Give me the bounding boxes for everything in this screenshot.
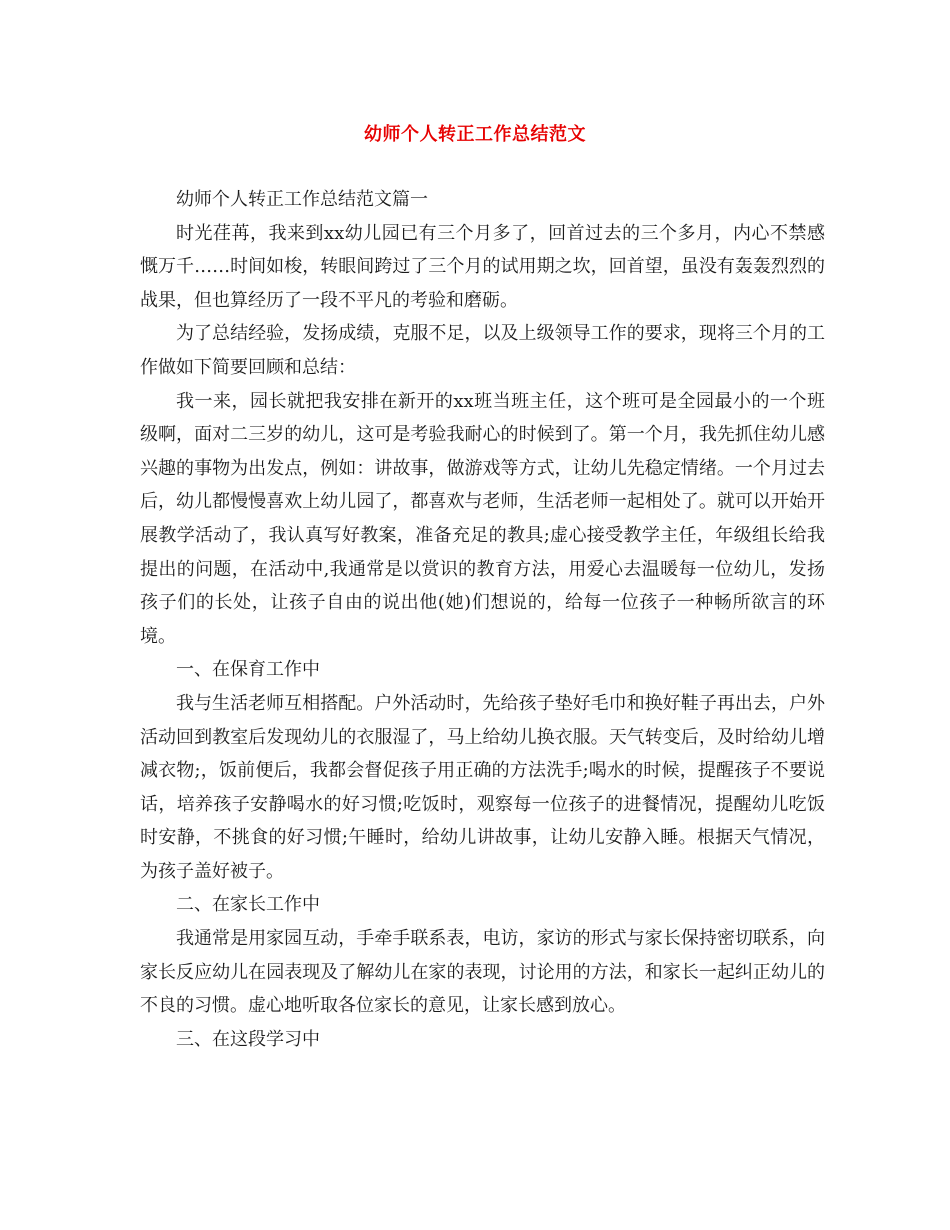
section-heading-study: 三、在这段学习中 [176, 1028, 320, 1050]
document-title: 幼师个人转正工作总结范文 [364, 124, 586, 145]
paragraph: 为了总结经验，发扬成绩，克服不足，以及上级领导工作的要求，现将三个月的工作做如下简要回顾和总结： [140, 323, 825, 378]
section-heading-childcare: 一、在保育工作中 [176, 659, 320, 681]
section-heading-parents: 二、在家长工作中 [176, 894, 320, 916]
paragraph: 时光荏苒，我来到xx幼儿园已有三个月多了，回首过去的三个多月，内心不禁感慨万千……时间如梭，转眼间跨过了三个月的试用期之坎，回首望，虽没有轰轰烈烈的战果，但也算经历了一段不平凡的考验和磨砺。 [140, 222, 825, 311]
paragraph: 我与生活老师互相搭配。户外活动时，先给孩子垫好毛巾和换好鞋子再出去，户外活动回到教室后发现幼儿的衣服湿了，马上给幼儿换衣服。天气转变后，及时给幼儿增减衣物;，饭前便后，我都会督促孩子用正确的方法洗手;喝水的时候，提醒孩子不要说话，培养孩子安静喝水的好习惯;吃饭时，观察每一位孩子的进餐情况，提醒幼儿吃饭时安静，不挑食的好习惯;午睡时，给幼儿讲故事，让幼儿安静入睡。根据天气情况，为孩子盖好被子。 [140, 692, 825, 882]
document-body [140, 183, 825, 1056]
section-heading-part-one: 幼师个人转正工作总结范文篇一 [176, 189, 428, 210]
paragraph: 我通常是用家园互动，手牵手联系表，电访，家访的形式与家长保持密切联系，向家长反应幼儿在园表现及了解幼儿在家的表现，讨论用的方法，和家长一起纠正幼儿的不良的习惯。虚心地听取各位家长的意见，让家长感到放心。 [140, 928, 825, 1017]
paragraph: 我一来，园长就把我安排在新开的xx班当班主任，这个班可是全园最小的一个班级啊，面对二三岁的幼儿，这可是考验我耐心的时候到了。第一个月，我先抓住幼儿感兴趣的事物为出发点，例如：讲故事，做游戏等方式，让幼儿先稳定情绪。一个月过去后，幼儿都慢慢喜欢上幼儿园了，都喜欢与老师，生活老师一起相处了。就可以开始开展教学活动了，我认真写好教案，准备充足的教具;虚心接受教学主任，年级组长给我提出的问题，在活动中,我通常是以赏识的教育方法，用爱心去温暖每一位幼儿，发扬孩子们的长处，让孩子自由的说出他(她)们想说的，给每一位孩子一种畅所欲言的环境。 [140, 390, 825, 647]
